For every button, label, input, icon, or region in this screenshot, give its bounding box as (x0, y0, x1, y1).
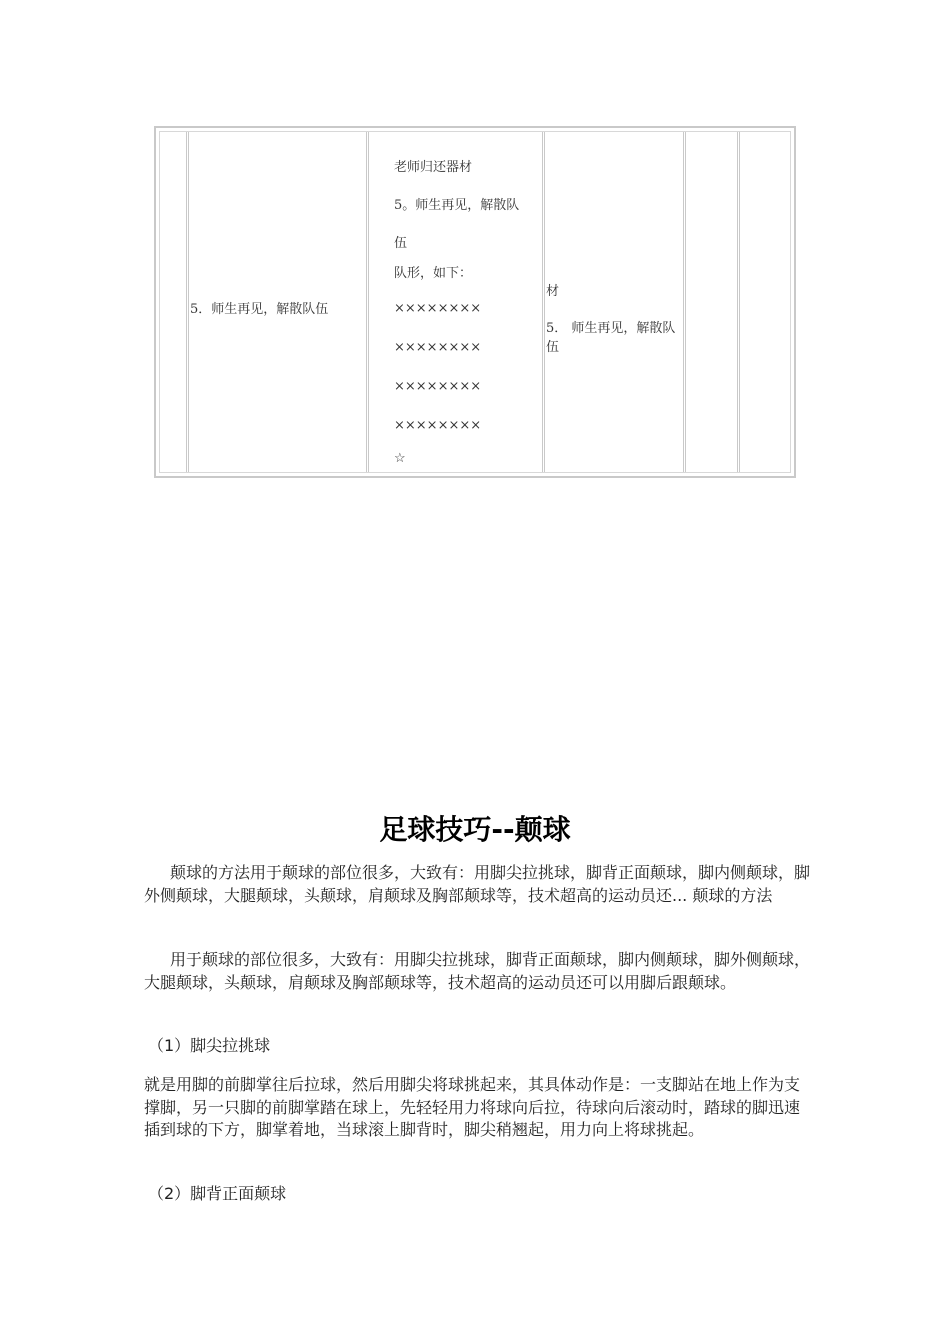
table-divider (542, 132, 545, 472)
section-heading: （2）脚背正面颠球 (148, 1184, 287, 1203)
article-summary: 颠球的方法用于颠球的部位很多，大致有：用脚尖拉挑球，脚背正面颠球，脚内侧颠球，脚外侧颠球，大腿颠球，头颠球，肩颠球及胸部颠球等，技术超高的运动员还... 颠球的方法 (144, 863, 811, 905)
table-line: 伍 (394, 236, 408, 251)
table-divider (366, 132, 369, 472)
table-line: 队形，如下： (394, 266, 473, 281)
table-line: 材 (546, 284, 560, 299)
table-line: ×××××××× (394, 301, 482, 316)
table-line: ×××××××× (394, 379, 482, 394)
table-line: ×××××××× (394, 340, 482, 355)
lesson-table-inner (159, 131, 791, 473)
article-title: 足球技巧--颠球 (379, 813, 571, 846)
table-line: 5． 师生再见，解散队伍 (546, 321, 676, 355)
lesson-table (154, 126, 796, 478)
table-cell-teacher-step: 5．师生再见，解散队伍 (190, 302, 329, 317)
table-line: ☆ (394, 451, 406, 466)
table-divider (737, 132, 740, 472)
table-cell-organization (546, 282, 684, 357)
table-cell-student-steps (394, 156, 542, 471)
section-body: 就是用脚的前脚掌往后拉球，然后用脚尖将球挑起来，其具体动作是：一支脚站在地上作为支撑脚，另一只脚的前脚掌踏在球上，先轻轻用力将球向后拉，待球向后滚动时，踏球的脚迅速插到球的下方，脚掌着地，当球滚上脚背时，脚尖稍翘起，用力向上将球挑起。 (144, 1075, 801, 1139)
article-intro: 用于颠球的部位很多，大致有：用脚尖拉挑球，脚背正面颠球，脚内侧颠球，脚外侧颠球，大腿颠球，头颠球，肩颠球及胸部颠球等，技术超高的运动员还可以用脚后跟颠球。 (144, 950, 811, 992)
section-heading: （1）脚尖拉挑球 (148, 1036, 271, 1055)
table-divider (186, 132, 189, 472)
table-line: 老师归还器材 (394, 160, 473, 175)
table-line: ×××××××× (394, 418, 482, 433)
table-line: 5。师生再见，解散队 (394, 198, 520, 213)
